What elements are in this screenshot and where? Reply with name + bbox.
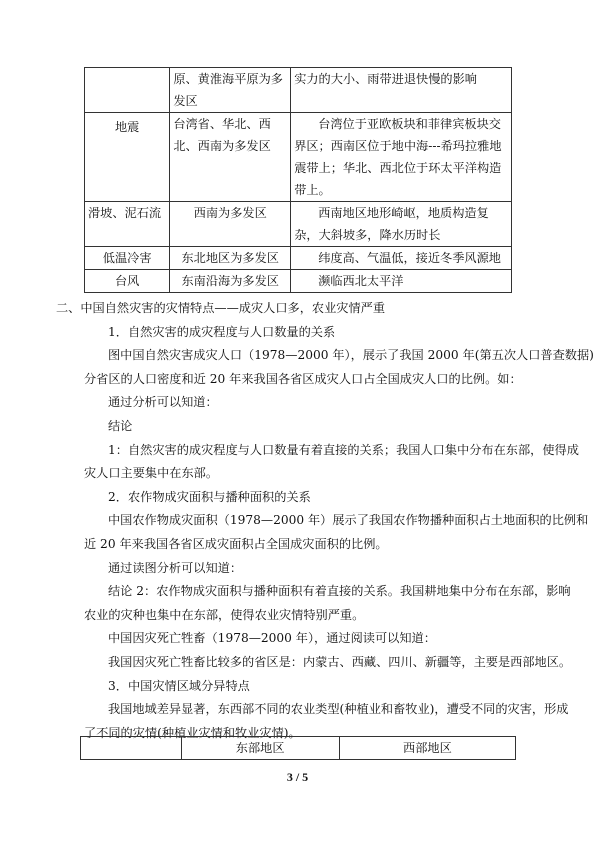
cause-cell: 实力的大小、雨带进退快慢的影响 (291, 68, 512, 113)
conclusion-label: 结论 (108, 418, 133, 433)
region-table-cell (81, 737, 182, 760)
paragraph-line: 农业的灾种也集中在东部，使得农业灾情特别严重。 (84, 607, 365, 622)
region-table-cell: 西部地区 (339, 737, 515, 760)
cause-cell: 濒临西北太平洋 (291, 270, 512, 293)
subsection-heading: 1．自然灾害的成灾程度与人口数量的关系 (108, 324, 336, 339)
paragraph-line: 通过读图分析可以知道： (108, 560, 243, 575)
paragraph-line: 中国因灾死亡牲畜（1978—2000 年），通过阅读可以知道： (108, 631, 436, 646)
area-cell: 台湾省、华北、西北、西南为多发区 (170, 113, 291, 202)
hazard-cell: 滑坡、泥石流 (85, 202, 170, 247)
page-number: 3 / 5 (286, 770, 309, 784)
region-table-cell: 东部地区 (181, 737, 339, 760)
paragraph-line: 灾人口主要集中在东部。 (84, 466, 219, 481)
region-table (80, 736, 516, 760)
hazard-cell: 地震 (85, 113, 170, 202)
paragraph-line: 分省区的人口密度和近 20 年来我国各省区成灾人口占全国成灾人口的比例。如： (84, 371, 522, 386)
paragraph-line: 我国地域差异显著，东西部不同的农业类型(种植业和畜牧业)，遭受不同的灾害，形成 (108, 702, 569, 717)
body-text (56, 297, 594, 745)
hazard-cell: 低温冷害 (85, 247, 170, 270)
area-cell: 东北地区为多发区 (170, 247, 291, 270)
paragraph-line: 我国因灾死亡牲畜比较多的省区是：内蒙古、西藏、四川、新疆等，主要是西部地区。 (108, 654, 572, 669)
paragraph-line: 中国农作物成灾面积（1978—2000 年）展示了我国农作物播种面积占土地面积的比例和 (108, 513, 589, 528)
area-cell: 原、黄淮海平原为多发区 (170, 68, 291, 113)
paragraph-line: 通过分析可以知道： (108, 395, 218, 410)
section-heading: 二、中国自然灾害的灾情特点——成灾人口多，农业灾情严重 (56, 301, 386, 315)
area-cell: 东南沿海为多发区 (170, 270, 291, 293)
table-row (85, 247, 512, 270)
table-row (85, 68, 512, 113)
paragraph-line: 近 20 年来我国各省区成灾面积占全国成灾面积的比例。 (84, 536, 388, 551)
table-row (85, 270, 512, 293)
subsection-heading: 3．中国灾情区域分异特点 (108, 678, 250, 693)
table-row (85, 202, 512, 247)
paragraph-line: 1：自然灾害的成灾程度与人口数量有着直接的关系；我国人口集中分布在东部，使得成 (108, 442, 579, 457)
cause-cell: 台湾位于亚欧板块和菲律宾板块交界区；西南区位于地中海---希玛拉雅地震带上；华北、西北位于环太平洋构造带上。 (291, 113, 512, 202)
area-cell: 西南为多发区 (170, 202, 291, 247)
paragraph-line: 了不同的灾情(种植业灾情和牧业灾情)。 (84, 725, 301, 740)
hazard-cell (85, 68, 170, 113)
table-row (81, 737, 516, 760)
table-row (85, 113, 512, 202)
subsection-heading: 2．农作物成灾面积与播种面积的关系 (108, 489, 311, 504)
cause-cell: 西南地区地形崎岖，地质构造复杂，大斜坡多，降水历时长 (291, 202, 512, 247)
hazard-table (84, 67, 512, 293)
paragraph-line: 结论 2：农作物成灾面积与播种面积有着直接的关系。我国耕地集中分布在东部，影响 (108, 584, 571, 599)
paragraph-line: 图中国自然灾害成灾人口（1978—2000 年），展示了我国 2000 年(第五次人口普查数据) (108, 348, 594, 363)
cause-cell: 纬度高、气温低，接近冬季风源地 (291, 247, 512, 270)
hazard-cell: 台风 (85, 270, 170, 293)
